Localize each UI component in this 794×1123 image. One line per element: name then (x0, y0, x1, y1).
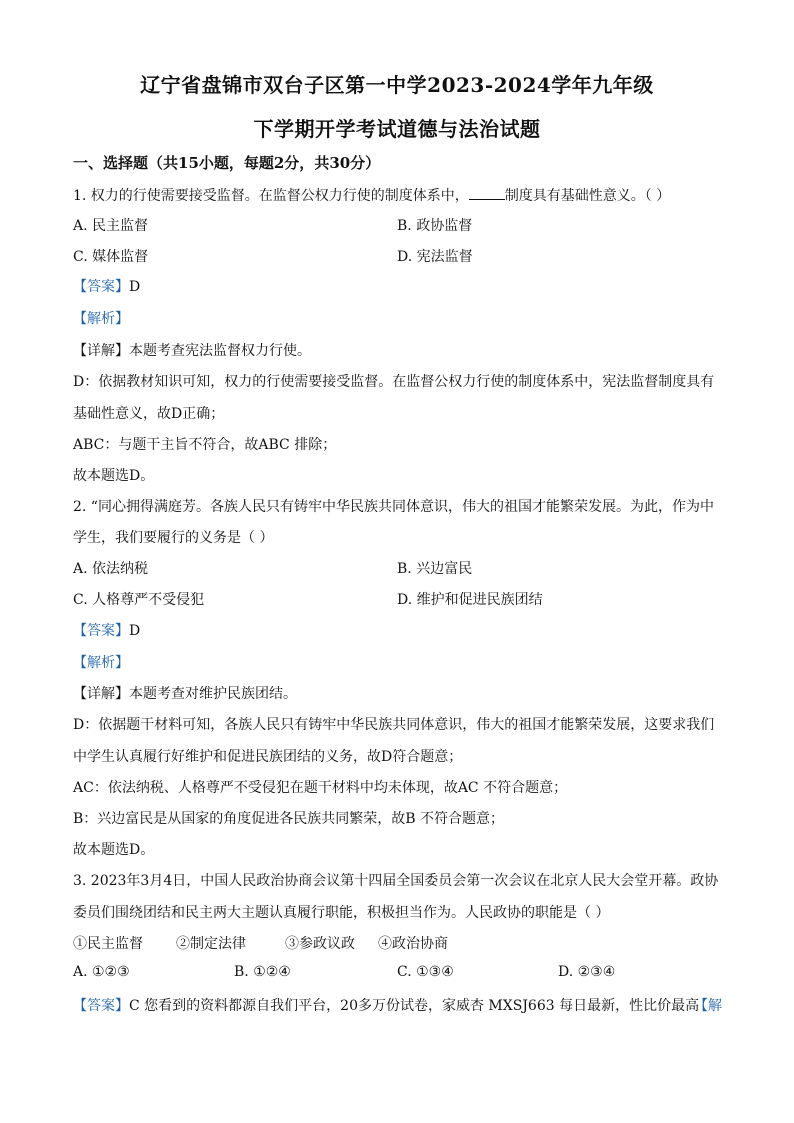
q1-option-c: C. 媒体监督 (73, 249, 149, 265)
q1-explanation-line: ABC：与题干主旨不符合，故ABC 排除； (73, 437, 337, 453)
q2-option-d: D. 维护和促进民族团结 (397, 592, 543, 608)
q1-detail (73, 340, 311, 360)
q3-item-3: ③参政议政 (285, 936, 355, 952)
q3-option-c: C. ①③④ (397, 964, 454, 980)
q3-trailing-tag: 【解 (694, 998, 722, 1014)
q1-option-d: D. 宪法监督 (397, 249, 473, 265)
q2-option-c: C. 人格尊严不受侵犯 (73, 592, 205, 608)
q3-item-2: ②制定法律 (176, 936, 246, 952)
q1-explanation-line: 基础性意义，故D正确； (73, 406, 225, 422)
q2-detail (73, 683, 297, 703)
q2-explanation-line: B：兴边富民是从国家的角度促进各民族共同繁荣，故B 不符合题意； (73, 811, 505, 827)
q3-option-a: A. ①②③ (73, 964, 130, 980)
document-title-line-1: 辽宁省盘锦市双台子区第一中学2023-2024学年九年级 (140, 73, 654, 97)
q3-option-d: D. ②③④ (558, 964, 616, 980)
q1-option-a: A. 民主监督 (73, 218, 149, 234)
q3-option-b: B. ①②④ (234, 964, 291, 980)
q3-answer-text: C 您看到的资料都源自我们平台，20多万份试卷，家威杏 MXSJ663 每日最新，性比价最高 (129, 998, 700, 1014)
analysis-tag: 【解析】 (73, 655, 129, 671)
q1-stem (73, 185, 670, 205)
q2-explanation-line: D：依据题干材料可知，各族人民只有铸牢中华民族共同体意识，伟大的祖国才能繁荣发展，这要求我们 (73, 717, 715, 733)
q3-item-1: ①民主监督 (73, 936, 143, 952)
q1-explanation-line: D：依据教材知识可知，权力的行使需要接受监督。在监督公权力行使的制度体系中，宪法监督制度具有 (73, 374, 715, 390)
q3-answer (73, 995, 699, 1015)
q2-option-a: A. 依法纳税 (73, 561, 149, 577)
q1-blank (469, 185, 505, 200)
q3-stem-line: 3. 2023年3月4日，中国人民政治协商会议第十四届全国委员会第一次会议在北京人民大会堂开幕。政协 (73, 873, 719, 889)
q2-detail-text: 本题考查对维护民族团结。 (129, 686, 297, 702)
q2-analysis (73, 652, 129, 672)
section-heading: 一、选择题（共15小题，每题2分，共30分） (73, 154, 381, 172)
q1-stem-part-b: 制度具有基础性意义。（ ） (504, 188, 671, 204)
detail-tag: 【详解】 (73, 686, 129, 702)
q3-stem-line: 委员们围绕团结和民主两大主题认真履行职能，积极担当作为。人民政协的职能是（ ） (73, 905, 610, 921)
q1-stem-part-a: 1. 权力的行使需要接受监督。在监督公权力行使的制度体系中， (73, 188, 469, 204)
q2-answer-value: D (129, 623, 141, 639)
q2-stem-line: 2. “同心拥得满庭芳。各族人民只有铸牢中华民族共同体意识，伟大的祖国才能繁荣发展。为此，作为中 (73, 499, 714, 515)
q1-explanation-line: 故本题选D。 (73, 468, 155, 484)
document-title-line-2: 下学期开学考试道德与法治试题 (253, 117, 541, 141)
q1-option-b: B. 政协监督 (397, 218, 473, 234)
q1-answer-value: D (129, 279, 141, 295)
q1-answer (73, 276, 140, 296)
answer-tag: 【答案】 (73, 623, 129, 639)
answer-tag: 【答案】 (73, 998, 129, 1014)
q2-option-b: B. 兴边富民 (397, 561, 473, 577)
q2-answer (73, 620, 140, 640)
q3-item-4: ④政治协商 (378, 936, 448, 952)
q1-detail-text: 本题考查宪法监督权力行使。 (129, 343, 311, 359)
q2-stem-line: 学生，我们要履行的义务是（ ） (73, 530, 274, 546)
q2-explanation-line: 中学生认真履行好维护和促进民族团结的义务，故D符合题意； (73, 749, 463, 765)
q2-explanation-line: AC：依法纳税、人格尊严不受侵犯在题干材料中均未体现，故AC 不符合题意； (73, 780, 568, 796)
q2-explanation-line: 故本题选D。 (73, 842, 155, 858)
q1-analysis (73, 308, 129, 328)
answer-tag: 【答案】 (73, 279, 129, 295)
analysis-tag: 【解析】 (73, 311, 129, 327)
detail-tag: 【详解】 (73, 343, 129, 359)
